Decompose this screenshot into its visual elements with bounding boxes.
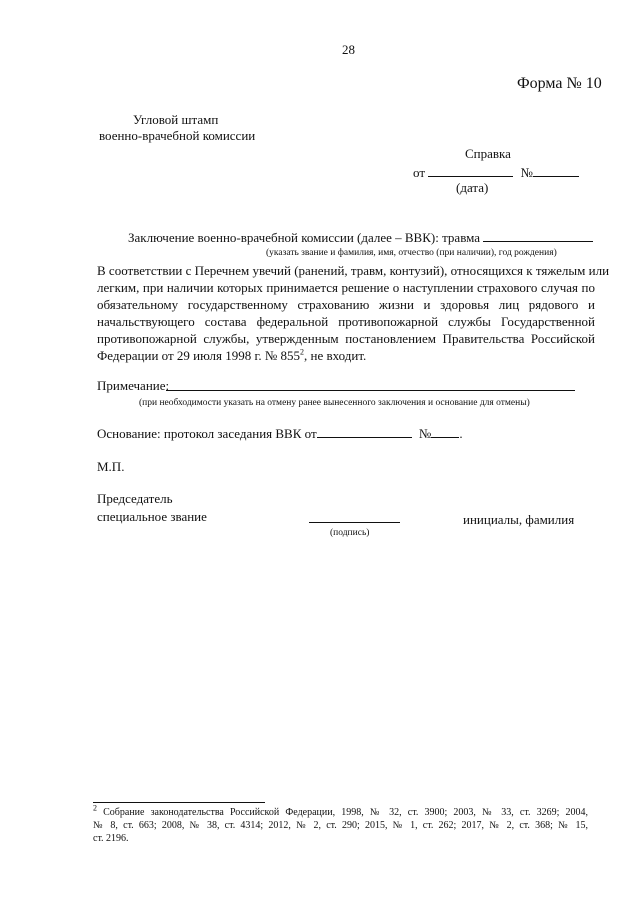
signature-hint: (подпись) (330, 528, 370, 538)
chairman-name-label: инициалы, фамилия (463, 512, 575, 527)
note-label: Примечание: (97, 378, 170, 393)
form-label: Форма № 10 (517, 75, 602, 92)
conclusion-last-suffix: , не входит. (304, 348, 367, 363)
chairman-title: Председатель (97, 491, 173, 506)
basis-date-field (317, 425, 412, 438)
conclusion-line: легким, при наличии которых принимается решение о наступлении страхового случая по (97, 280, 595, 295)
conclusion-hint: (указать звание и фамилия, имя, отчество (при наличии), год рождения) (266, 248, 557, 258)
conclusion-line: В соответствии с Перечнем увечий (ранений, травм, контузий), относящихся к тяжелым или (97, 263, 610, 278)
conclusion-intro-row (128, 229, 593, 246)
corner-stamp-line2: военно-врачебной комиссии (99, 128, 256, 143)
chairman-rank: специальное звание (97, 509, 207, 524)
footnote-reference: 2 (300, 347, 304, 357)
conclusion-last-line (97, 347, 595, 364)
certificate-from-row (413, 164, 579, 181)
seal-mark: М.П. (97, 459, 125, 474)
footnote (93, 803, 588, 845)
footnote-mark: 2 (93, 803, 97, 813)
signature-field (309, 522, 400, 523)
footnote-line (93, 803, 588, 819)
injury-field (483, 229, 593, 242)
certificate-date-field (428, 164, 513, 177)
certificate-number-label: № (520, 165, 533, 180)
certificate-from-label: от (413, 165, 426, 180)
basis-row (97, 425, 463, 442)
basis-number-field (431, 425, 459, 438)
footnote-last-line: ст. 2196. (93, 833, 129, 844)
footnote-line: № 8, ст. 663; 2008, № 38, ст. 4314; 2012, № 2, ст. 290; 2015, № 1, ст. 262; 2017, № 2, ст. 368; № 15, (93, 820, 588, 831)
basis-label: Основание: протокол заседания ВВК от (97, 426, 317, 441)
note-hint: (при необходимости указать на отмену ранее вынесенного заключения и основание для отмены) (139, 398, 530, 408)
basis-end: . (459, 426, 463, 441)
certificate-title: Справка (465, 146, 511, 161)
footnote-separator (93, 802, 265, 803)
conclusion-line: начальствующего состава федеральной противопожарной службы Государственной (97, 314, 595, 329)
conclusion-intro: Заключение военно-врачебной комиссии (далее – ВВК): травма (128, 230, 481, 245)
basis-number-label: № (418, 426, 432, 441)
page-number: 28 (342, 42, 355, 57)
conclusion-paragraph (97, 262, 610, 364)
footnote-line-text: Собрание законодательства Российской Федерации, 1998, № 32, ст. 3900; 2003, № 33, ст. 3269; 2004, (103, 807, 588, 818)
certificate-number-field (533, 164, 579, 177)
conclusion-last-prefix: Федерации от 29 июля 1998 г. № 855 (97, 348, 300, 363)
conclusion-line: противопожарной службы, утвержденным постановлением Правительства Российской (97, 331, 595, 346)
corner-stamp-line1: Угловой штамп (133, 112, 219, 127)
conclusion-line: обязательному государственному страхованию жизни и здоровья лиц рядового и (97, 297, 595, 312)
note-field (166, 390, 575, 391)
certificate-date-hint: (дата) (456, 180, 489, 195)
